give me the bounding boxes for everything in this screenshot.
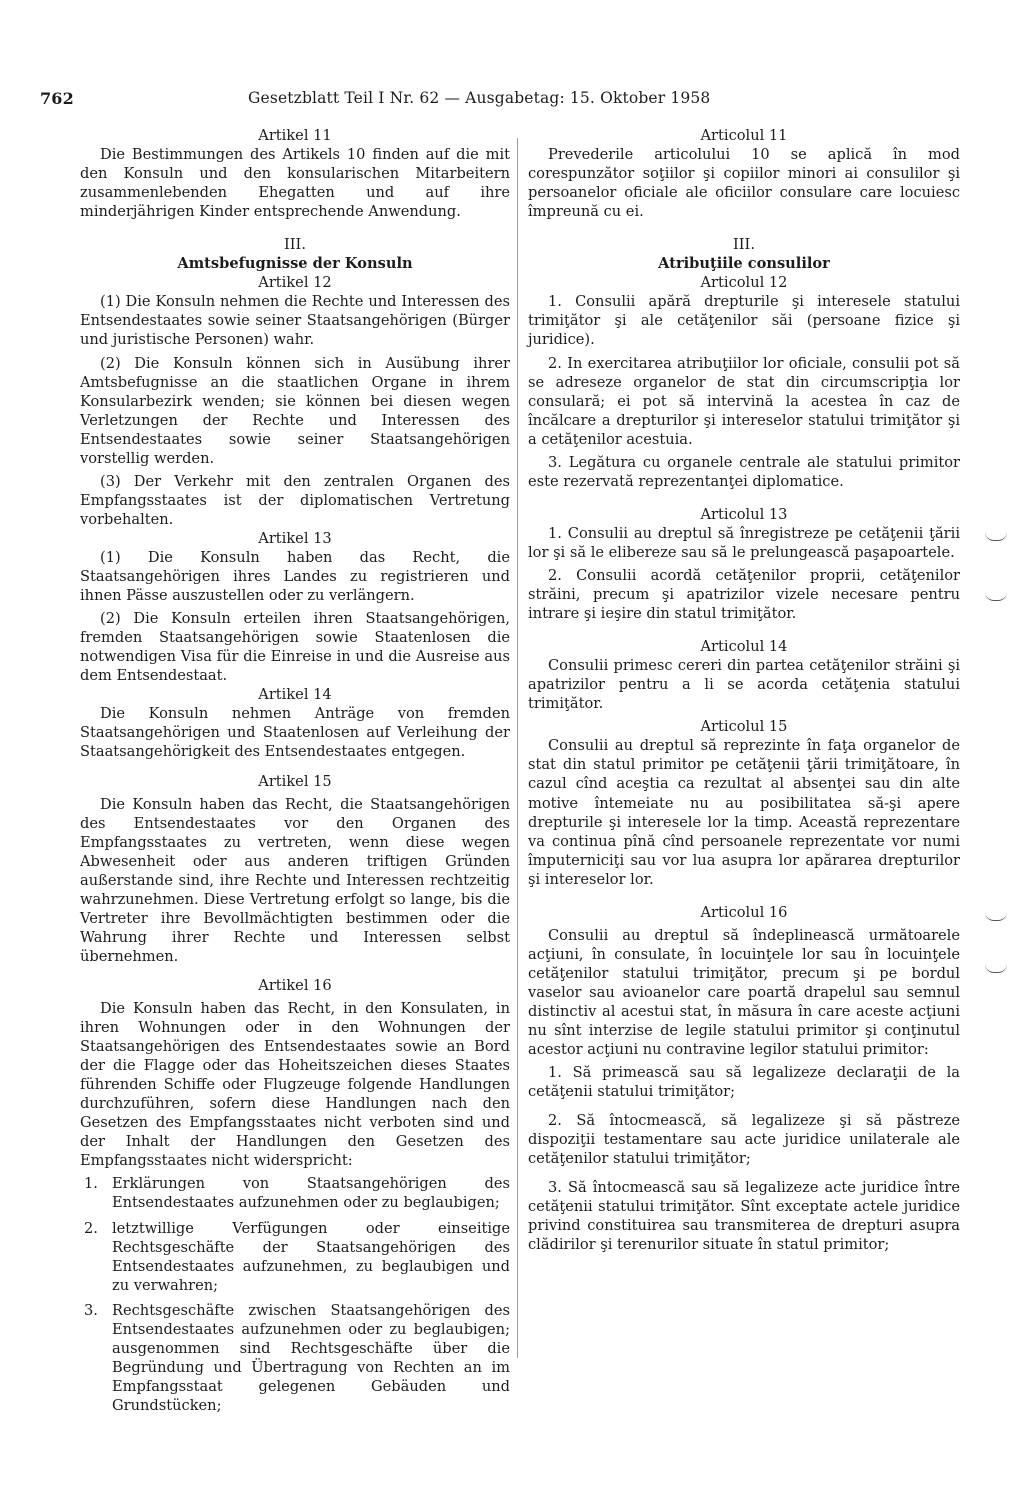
article-16-list xyxy=(80,1174,510,1415)
article-13-para-1: (1) Die Konsuln haben das Recht, die Staatsangehörigen ihres Landes zu registrieren und ihnen Pässe auszustellen oder zu verlängern. xyxy=(80,548,510,605)
margin-mark xyxy=(985,964,1007,973)
articolul-14-heading: Articolul 14 xyxy=(700,638,788,656)
articolul-12-heading: Articolul 12 xyxy=(700,274,788,292)
article-11-heading: Artikel 11 xyxy=(258,127,332,144)
articolul-11-heading: Articolul 11 xyxy=(700,127,788,144)
articolul-16-text: Consulii au dreptul să îndeplinească următoarele acţiuni, în consulate, în locuinţele lor sau în locuinţele cetăţenilor statului trimiţător, precum şi pe bordul vaselor sau avioanelor care poartă drapelul sau semnul distinctiv al acestui stat, în măsura în care aceste acţiuni nu sînt interzise de legile statului primitor şi conţinutul acestor acţiuni nu contravine legilor statului primitor: xyxy=(528,926,960,1059)
articolul-12-para-2: 2. In exercitarea atribuţiilor lor oficiale, consulii pot să se adreseze organelor de stat din circumscripţia lor consulară; ei pot să intervină la acestea în caz de încălcare a drepturilor şi intereselor statului trimiţător şi a cetăţenilor acestuia. xyxy=(528,354,960,448)
articolul-15-heading: Articolul 15 xyxy=(700,718,788,736)
list-item: 3. Rechtsgeschäfte zwischen Staatsangehörigen des Entsendestaates aufzunehmen oder zu beglaubigen; ausgenommen sind Rechtsgeschäfte über die Begründung und Übertragung von Rechten an im Empfangsstaat gelegenen Gebäuden und Grundstücken; xyxy=(84,1301,510,1414)
article-13-para-2: (2) Die Konsuln erteilen ihren Staatsangehörigen, fremden Staatsangehörigen sowie Staatenlosen die notwendigen Visa für die Einreise in und die Ausreise aus dem Entsendestaat. xyxy=(80,610,510,685)
list-item: 1. Să primească sau să legalizeze declaraţii de la cetăţenii statului trimiţător; xyxy=(528,1064,960,1101)
articolul-14-text: Consulii primesc cereri din partea cetăţenilor străini şi apatrizilor pentru a li se acorda cetăţenia statului trimiţător. xyxy=(528,657,960,713)
article-11-text: Die Bestimmungen des Artikels 10 finden auf die mit den Konsuln und den konsularischen Mitarbeitern zusammenlebenden Ehegatten und auf ihre minderjährigen Kinder entsprechende Anwendung. xyxy=(80,146,510,221)
articolul-11-text: Prevederile articolului 10 se aplică în mod corespunzător soţiilor şi copiilor minori ai consulilor şi persoanelor oficiale ale oficiilor consulare care locuiesc împreună cu ei. xyxy=(528,146,960,221)
articolul-12-para-3: 3. Legătura cu organele centrale ale statului primitor este rezervată reprezentanţei diplomatice. xyxy=(528,453,960,490)
articolul-15-text: Consulii au dreptul să reprezinte în faţa organelor de stat din statul primitor pe cetăţenii ţării trimiţătoare, în cazul cînd aceştia ca rezultat al absenţei sau din alte motive întemeiate nu au posibilitatea să-şi apere drepturile şi interesele lor la timp. Această reprezentare va continua pînă cînd persoanele reprezentate vor numi împuterniciţi sau vor lua asupra lor apărarea drepturilor şi intereselor lor. xyxy=(528,737,960,888)
section-number: III. xyxy=(733,236,755,254)
article-15-text: Die Konsuln haben das Recht, die Staatsangehörigen des Entsendestaates vor den Organen des Empfangsstaates zu vertreten, wenn diese wegen Abwesenheit oder aus anderen triftigen Gründen außerstande sind, ihre Rechte und Interessen rechtzeitig wahrzunehmen. Diese Vertretung erfolgt so lange, bis die Vertreter ihre Bevollmächtigten bestimmen oder die Wahrung ihrer Rechte und Interessen selbst übernehmen. xyxy=(80,795,510,965)
running-title: Gesetzblatt Teil I Nr. 62 — Ausgabetag: 15. Oktober 1958 xyxy=(248,89,711,107)
article-12-para-2: (2) Die Konsuln können sich in Ausübung ihrer Amtsbefugnisse an die staatlichen Organe in ihrem Konsularbezirk wenden; sie können bei diesen wegen Verletzungen der Rechte und Interessen des Entsendestaates sowie seiner Staatsangehörigen vorstellig werden. xyxy=(80,354,510,467)
column-divider xyxy=(517,138,518,1358)
section-number: III. xyxy=(284,236,306,254)
list-item: 1. Erklärungen von Staatsangehörigen des Entsendestaates aufzunehmen oder zu beglaubigen; xyxy=(84,1175,510,1212)
articolul-12-para-1: 1. Consulii apără drepturile şi interesele statului trimiţător şi ale cetăţenilor săi (persoane fizice şi juridice). xyxy=(528,293,960,349)
articolul-13-heading: Articolul 13 xyxy=(700,505,788,523)
article-16-heading: Artikel 16 xyxy=(258,976,332,994)
article-12-para-1: (1) Die Konsuln nehmen die Rechte und Interessen des Entsendestaates sowie seiner Staatsangehörigen (Bürger und juristische Personen) wahr. xyxy=(80,293,510,349)
article-12-para-3: (3) Der Verkehr mit den zentralen Organen des Empfangsstaates ist der diplomatischen Vertretung vorbehalten. xyxy=(80,472,510,528)
list-item: 3. Să întocmească sau să legalizeze acte juridice între cetăţenii statului trimiţător. Sînt exceptate actele juridice privind constituirea sau transmiterea de drepturi asupra clădirilor şi terenurilor situate în statul primitor; xyxy=(528,1179,960,1254)
margin-mark xyxy=(985,592,1007,601)
articolul-13-para-1: 1. Consulii au dreptul să înregistreze pe cetăţenii ţării lor şi să le elibereze sau să le prelungească paşapoartele. xyxy=(528,524,960,561)
article-14-heading: Artikel 14 xyxy=(258,686,332,704)
margin-mark xyxy=(985,912,1007,921)
page-number: 762 xyxy=(40,89,74,108)
article-16-text: Die Konsuln haben das Recht, in den Konsulaten, in ihren Wohnungen oder in den Wohnungen der Staatsangehörigen des Entsendestaates sowie an Bord der die Flagge oder das Hoheitszeichen dieses Staates führenden Schiffe oder Flugzeuge folgende Handlungen durchzuführen, sofern diese Handlungen nach den Gesetzen des Empfangsstaates nicht verboten sind und der Inhalt der Handlungen den Gesetzen des Empfangsstaates nicht widerspricht: xyxy=(80,1000,510,1170)
list-item: 2. letztwillige Verfügungen oder einseitige Rechtsgeschäfte der Staatsangehörigen des Entsendestaates aufzunehmen, zu beglaubigen und zu verwahren; xyxy=(84,1219,510,1294)
article-12-heading: Artikel 12 xyxy=(258,274,332,292)
article-15-heading: Artikel 15 xyxy=(258,772,332,790)
margin-mark xyxy=(985,532,1007,541)
articolul-16-list xyxy=(528,1063,960,1254)
section-title: Atribuţiile consulilor xyxy=(658,255,830,273)
page-header xyxy=(40,89,970,113)
german-column xyxy=(80,126,510,1421)
article-13-heading: Artikel 13 xyxy=(258,529,332,547)
articolul-16-heading: Articolul 16 xyxy=(700,903,788,921)
romanian-column xyxy=(528,126,960,1255)
article-14-text: Die Konsuln nehmen Anträge von fremden Staatsangehörigen und Staatenlosen auf Verleihung der Staatsangehörigkeit des Entsendestaates entgegen. xyxy=(80,705,510,761)
section-title: Amtsbefugnisse der Konsuln xyxy=(177,255,413,273)
articolul-13-para-2: 2. Consulii acordă cetăţenilor proprii, cetăţenilor străini, precum şi apatrizilor vizele necesare pentru intrare şi ieşire din statul trimiţător. xyxy=(528,566,960,623)
list-item: 2. Să întocmească, să legalizeze şi să păstreze dispoziţii testamentare sau acte juridice unilaterale ale cetăţenilor statului trimiţător; xyxy=(528,1112,960,1168)
